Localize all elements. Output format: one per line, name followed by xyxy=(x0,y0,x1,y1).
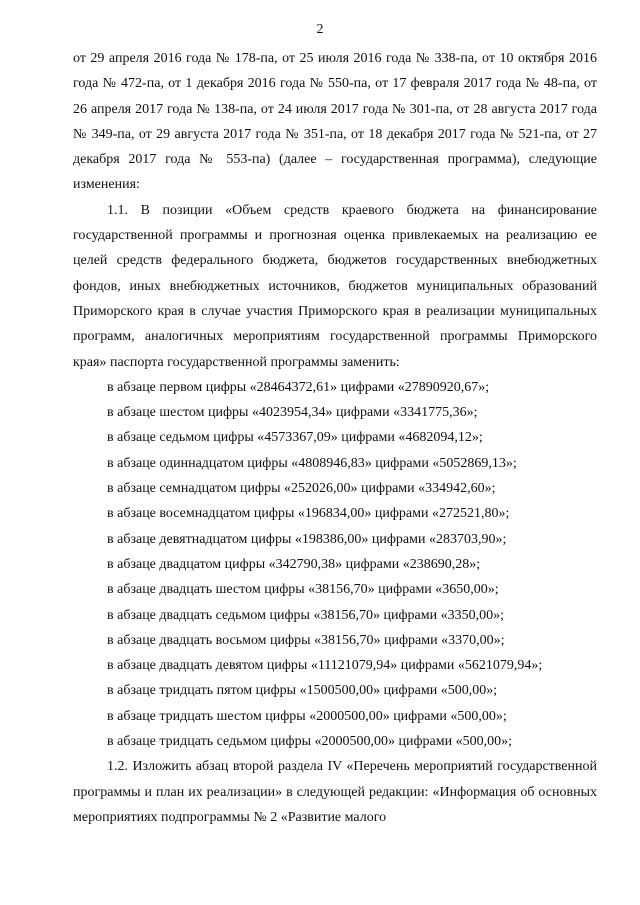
replacement-list xyxy=(73,375,597,754)
list-item: в абзаце седьмом цифры «4573367,09» цифрами «4682094,12»; xyxy=(107,430,483,446)
list-item: в абзаце двадцатом цифры «342790,38» цифрами «238690,28»; xyxy=(107,556,481,572)
clause-1-1-paragraph: 1.1. В позиции «Объем средств краевого бюджета на финансирование государственной программы и прогнозная оценка привлекаемых на реализацию ее целей средств федерального бюджета, бюджетов государственных внебюджетных фондов, иных внебюджетных источников, бюджетов муниципальных образований Приморского края в случае участия Приморского края в реализации муниципальных программ, аналогичных мероприятиям государственной программы Приморского края» паспорта государственной программы заменить: xyxy=(73,202,597,370)
intro-paragraph: от 29 апреля 2016 года № 178-па, от 25 июля 2016 года № 338-па, от 10 октября 2016 года № 472-па, от 1 декабря 2016 года № 550-па, от 17 февраля 2017 года № 48-па, от 26 апреля 2017 года № 138-па, от 24 июля 2017 года № 301-па, от 28 августа 2017 года № 349-па, от 29 августа 2017 года № 351-па, от 18 декабря 2017 года № 521-па, от 27 декабря 2017 года № 553-па) (далее – государственная программа), следующие изменения: xyxy=(73,51,597,193)
list-item: в абзаце первом цифры «28464372,61» цифрами «27890920,67»; xyxy=(107,379,490,395)
list-item: в абзаце двадцать шестом цифры «38156,70» цифрами «3650,00»; xyxy=(107,582,499,598)
list-item: в абзаце тридцать шестом цифры «2000500,00» цифрами «500,00»; xyxy=(107,708,507,724)
list-item: в абзаце девятнадцатом цифры «198386,00» цифрами «283703,90»; xyxy=(107,531,507,547)
list-item: в абзаце двадцать девятом цифры «11121079,94» цифрами «5621079,94»; xyxy=(107,658,543,674)
list-item: в абзаце тридцать седьмом цифры «2000500,00» цифрами «500,00»; xyxy=(107,734,512,750)
list-item: в абзаце тридцать пятом цифры «1500500,00» цифрами «500,00»; xyxy=(107,683,498,699)
list-item: в абзаце восемнадцатом цифры «196834,00» цифрами «272521,80»; xyxy=(107,506,510,522)
list-item: в абзаце двадцать седьмом цифры «38156,70» цифрами «3350,00»; xyxy=(107,607,504,623)
list-item: в абзаце одиннадцатом цифры «4808946,83» цифрами «5052869,13»; xyxy=(107,455,517,471)
list-item: в абзаце семнадцатом цифры «252026,00» цифрами «334942,60»; xyxy=(107,481,496,497)
document-body xyxy=(73,46,597,830)
page-number: 2 xyxy=(316,22,324,37)
clause-1-2-paragraph: 1.2. Изложить абзац второй раздела IV «Перечень мероприятий государственной программы и план их реализации» в следующей редакции: «Информация об основных мероприятиях подпрограммы № 2 «Развитие малого xyxy=(73,759,597,825)
list-item: в абзаце шестом цифры «4023954,34» цифрами «3341775,36»; xyxy=(107,405,478,421)
list-item: в абзаце двадцать восьмом цифры «38156,70» цифрами «3370,00»; xyxy=(107,632,505,648)
